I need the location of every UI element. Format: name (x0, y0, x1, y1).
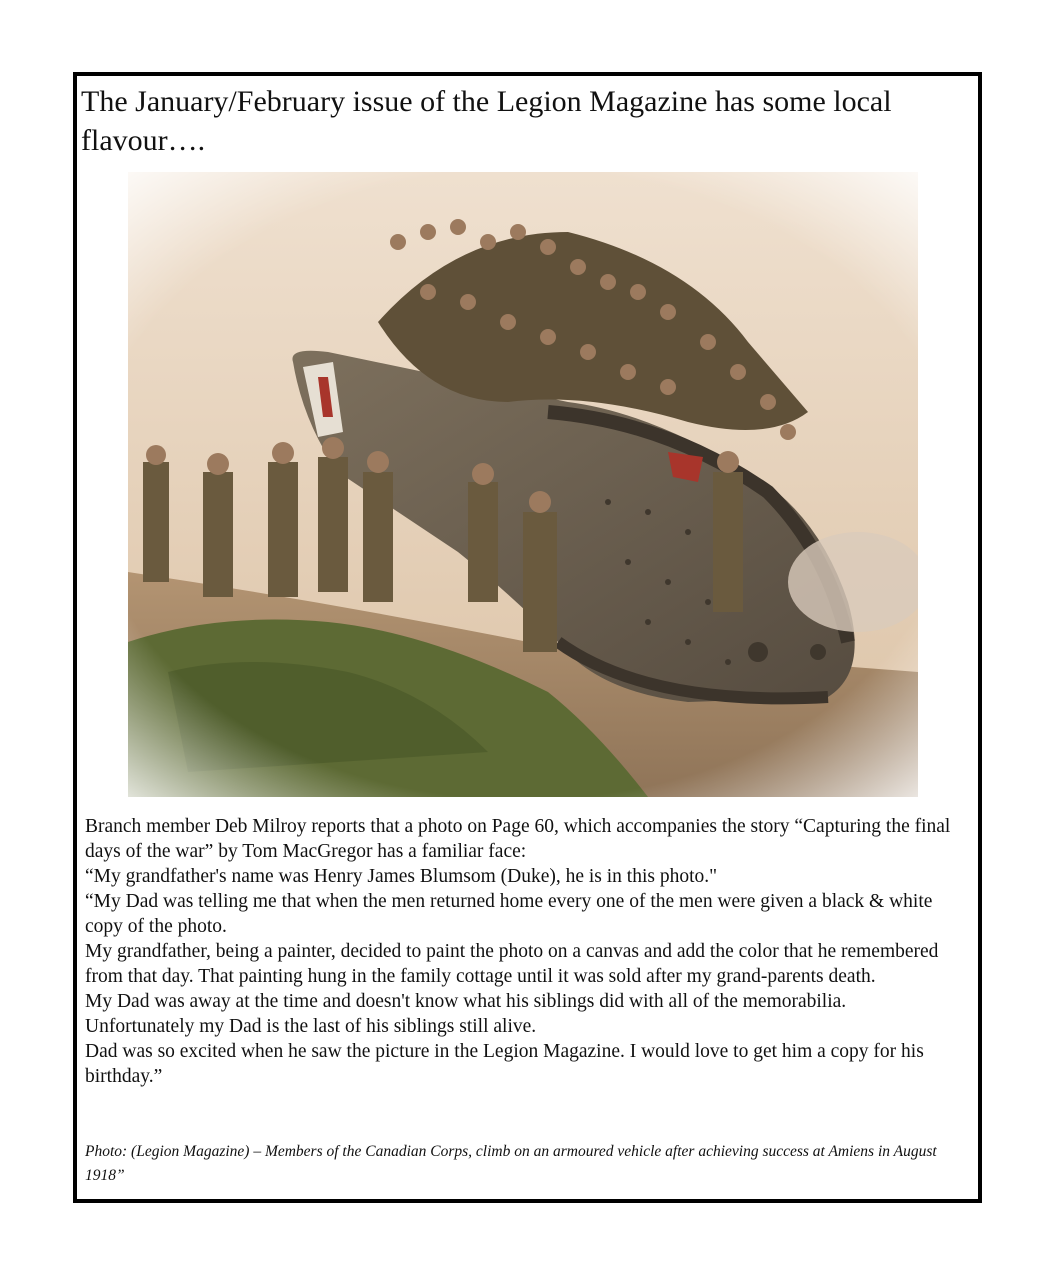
story-paragraph: “My grandfather's name was Henry James Blumsom (Duke), he is in this photo." (85, 866, 718, 887)
story-paragraph: Unfortunately my Dad is the last of his siblings still alive. (85, 1016, 537, 1037)
story-paragraph: My Dad was away at the time and doesn't know what his siblings did with all of the memorabilia. (85, 991, 847, 1012)
story-paragraph: “My Dad was telling me that when the men returned home every one of the men were given a black & white copy of the photo. (85, 891, 933, 937)
photo-illustration (128, 172, 918, 797)
tank-soldiers-photo (128, 172, 918, 797)
photo-caption: Photo: (Legion Magazine) – Members of the Canadian Corps, climb on an armoured vehicle after achieving success at Amiens in August 1918” (85, 1143, 937, 1184)
story-paragraph: Branch member Deb Milroy reports that a photo on Page 60, which accompanies the story “Capturing the final days of the war” by Tom MacGregor has a familiar face: (85, 816, 951, 862)
story-paragraph: Dad was so excited when he saw the picture in the Legion Magazine. I would love to get him a copy for his birthday.” (85, 1041, 924, 1087)
headline: The January/February issue of the Legion Magazine has some local flavour…. (81, 85, 892, 157)
story-text (85, 814, 975, 1089)
story-paragraph: My grandfather, being a painter, decided to paint the photo on a canvas and add the color that he remembered from that day. That painting hung in the family cottage until it was sold after my grand-parents death. (85, 941, 939, 987)
